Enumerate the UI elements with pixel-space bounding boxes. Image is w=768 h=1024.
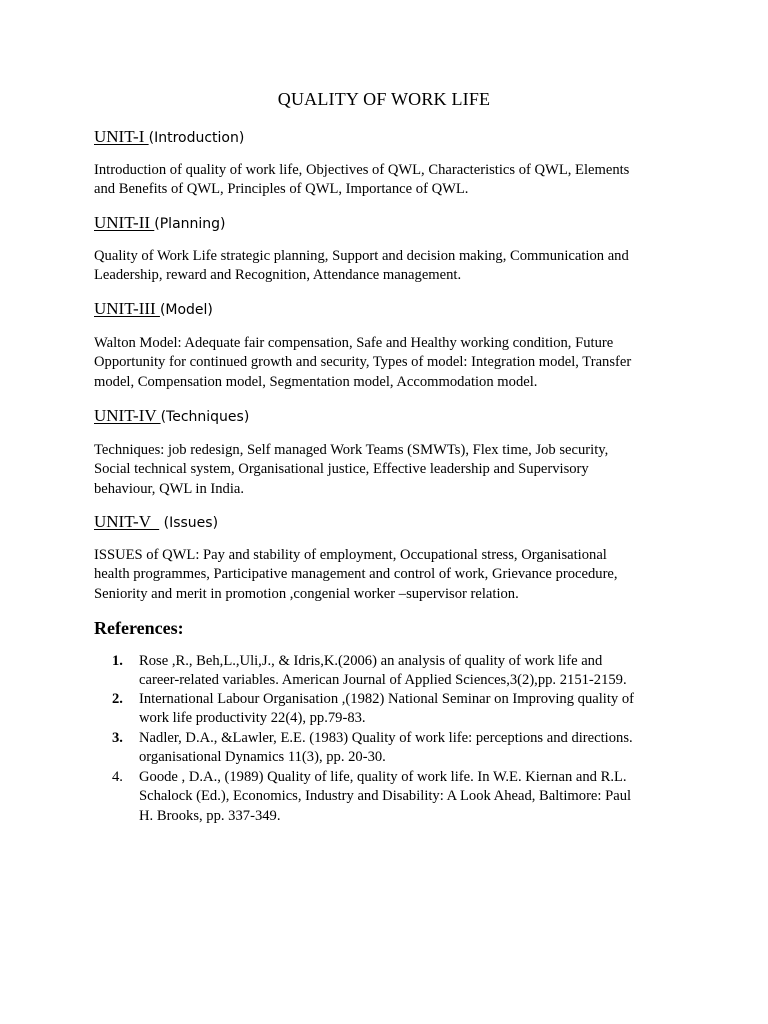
unit-3-body: Walton Model: Adequate fair compensation, Safe and Healthy working condition, Future Opportunity for continued growth and security, Types of model: Integration model, Transfer model, Compensation model, Segmentation model, Accommodation model. xyxy=(94,335,632,390)
unit-1-subtitle: (Introduction) xyxy=(148,130,245,146)
unit-5-heading xyxy=(94,511,218,534)
reference-text: Goode , D.A., (1989) Quality of life, quality of work life. In W.E. Kiernan and R.L. Schalock (Ed.), Economics, Industry and Disability: A Look Ahead, Baltimore: Paul H. Brooks, pp. 337-349. xyxy=(139,769,632,824)
unit-2-body: Quality of Work Life strategic planning, Support and decision making, Communication and Leadership, reward and Recognition, Attendance management. xyxy=(94,248,629,284)
unit-5-subtitle: (Issues) xyxy=(159,515,219,531)
unit-4-body: Techniques: job redesign, Self managed Work Teams (SMWTs), Flex time, Job security, Social technical system, Organisational justice, Effective leadership and Supervisory behaviour, QWL in India. xyxy=(94,442,609,497)
reference-number: 2. xyxy=(112,691,123,707)
unit-3-subtitle: (Model) xyxy=(159,302,213,318)
unit-4-heading xyxy=(94,405,249,428)
reference-text: Nadler, D.A., &Lawler, E.E. (1983) Quality of work life: perceptions and directions. organisational Dynamics 11(3), pp. 20-30. xyxy=(139,730,633,766)
unit-2-heading xyxy=(94,212,226,235)
unit-5-code: UNIT-V xyxy=(94,512,160,531)
references-heading: References: xyxy=(94,618,184,638)
unit-1-heading xyxy=(94,126,244,149)
unit-5-body: ISSUES of QWL: Pay and stability of employment, Occupational stress, Organisational health programmes, Participative management and control of work, Grievance procedure, Seniority and merit in promotion ,congenial worker –supervisor relation. xyxy=(94,547,618,602)
unit-1-body: Introduction of quality of work life, Objectives of QWL, Characteristics of QWL, Elements and Benefits of QWL, Principles of QWL, Importance of QWL. xyxy=(94,162,630,198)
unit-3-heading xyxy=(94,298,213,321)
unit-4-code: UNIT-IV xyxy=(94,406,161,425)
reference-text: International Labour Organisation ,(1982) National Seminar on Improving quality of work life productivity 22(4), pp.79-83. xyxy=(139,691,634,727)
reference-number: 3. xyxy=(112,730,123,746)
unit-3-code: UNIT-III xyxy=(94,299,160,318)
unit-2-subtitle: (Planning) xyxy=(154,216,226,232)
document-title: QUALITY OF WORK LIFE xyxy=(277,89,491,109)
unit-1-code: UNIT-I xyxy=(94,127,149,146)
unit-4-subtitle: (Techniques) xyxy=(160,409,250,425)
unit-2-code: UNIT-II xyxy=(94,213,155,232)
reference-number: 4. xyxy=(112,769,123,785)
reference-text: Rose ,R., Beh,L.,Uli,J., & Idris,K.(2006) an analysis of quality of work life and career-related variables. American Journal of Applied Sciences,3(2),pp. 2151-2159. xyxy=(139,653,627,689)
reference-number: 1. xyxy=(112,653,123,669)
